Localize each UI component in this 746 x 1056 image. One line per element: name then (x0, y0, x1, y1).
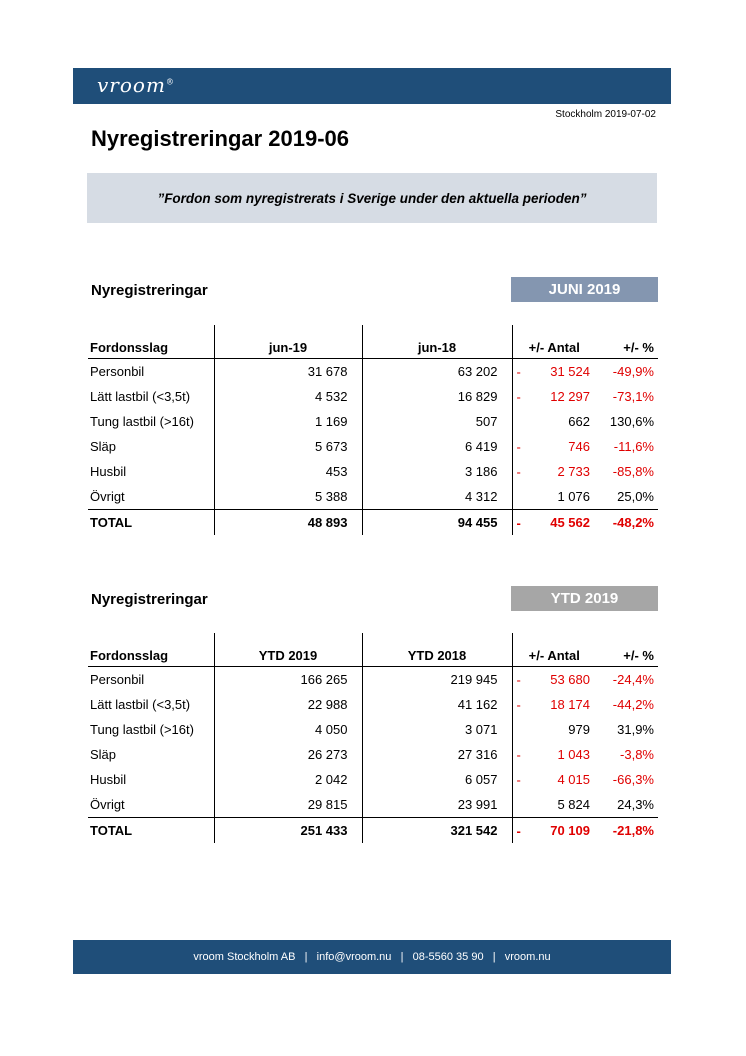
diff-amount: 2 733 (557, 464, 590, 479)
minus-sign: - (516, 439, 521, 454)
table-header-row (88, 633, 658, 667)
pct-value: -21,8% (596, 818, 658, 844)
description-box (87, 173, 657, 223)
footer-contact: vroom Stockholm AB | info@vroom.nu | 08-5560 35 90 | vroom.nu (193, 951, 551, 963)
row-label: Personbil (90, 364, 145, 379)
previous-value: 16 829 (362, 384, 512, 409)
current-value: 2 042 (214, 767, 362, 792)
diff-value (512, 384, 596, 409)
column-header: +/- % (596, 633, 658, 667)
table-body (88, 359, 658, 536)
table-row (88, 434, 658, 459)
logo-registered-mark: ® (165, 77, 175, 87)
row-label: TOTAL (88, 818, 214, 844)
report-date: Stockholm 2019-07-02 (555, 109, 656, 120)
previous-value: 219 945 (362, 667, 512, 693)
total-row (88, 510, 658, 536)
diff-value (512, 742, 596, 767)
row-label: Husbil (90, 772, 127, 787)
pct-value: -73,1% (612, 389, 654, 404)
current-value: 453 (214, 459, 362, 484)
column-header: +/- Antal (512, 633, 596, 667)
pct-value: 130,6% (609, 414, 654, 429)
row-label: Personbil (90, 672, 145, 687)
diff-amount: 979 (568, 722, 590, 737)
table-row (88, 767, 658, 792)
diff-value (512, 434, 596, 459)
previous-value: 94 455 (362, 510, 512, 536)
diff-value (512, 409, 596, 434)
footer-bar (73, 940, 671, 974)
pct-value: 25,0% (617, 489, 654, 504)
previous-value: 4 312 (362, 484, 512, 510)
column-header: YTD 2019 (214, 633, 362, 667)
diff-value (512, 818, 596, 844)
table-body (88, 667, 658, 844)
diff-amount: 45 562 (550, 515, 590, 530)
diff-value (512, 792, 596, 818)
diff-value (512, 510, 596, 536)
minus-sign: - (516, 389, 521, 404)
table-row (88, 792, 658, 818)
diff-amount: 12 297 (550, 389, 590, 404)
diff-amount: 18 174 (550, 697, 590, 712)
diff-value (512, 459, 596, 484)
pct-value: 31,9% (617, 722, 654, 737)
current-value: 5 673 (214, 434, 362, 459)
row-label: Lätt lastbil (<3,5t) (90, 697, 191, 712)
diff-amount: 662 (568, 414, 590, 429)
pct-value: -49,9% (612, 364, 654, 379)
row-label: Tung lastbil (>16t) (90, 414, 194, 429)
diff-value (512, 717, 596, 742)
previous-value: 3 071 (362, 717, 512, 742)
previous-value: 23 991 (362, 792, 512, 818)
table-row (88, 384, 658, 409)
logo-text: vroom (97, 73, 166, 97)
pct-value: -3,8% (620, 747, 654, 762)
pct-value: -44,2% (612, 697, 654, 712)
previous-value: 507 (362, 409, 512, 434)
previous-value: 41 162 (362, 692, 512, 717)
previous-value: 321 542 (362, 818, 512, 844)
pct-value: -11,6% (613, 439, 654, 454)
diff-amount: 746 (568, 439, 590, 454)
column-header: Fordonsslag (88, 633, 214, 667)
month-table (88, 325, 658, 535)
total-row (88, 818, 658, 844)
pct-value: -24,4% (612, 672, 654, 687)
previous-value: 27 316 (362, 742, 512, 767)
row-label: Släp (90, 747, 117, 762)
table-row (88, 717, 658, 742)
table-row (88, 692, 658, 717)
minus-sign: - (516, 464, 521, 479)
column-header: +/- % (596, 325, 658, 359)
pct-value: -85,8% (612, 464, 654, 479)
minus-sign: - (516, 697, 521, 712)
current-value: 31 678 (214, 359, 362, 385)
table-row (88, 409, 658, 434)
minus-sign: - (516, 823, 521, 838)
current-value: 5 388 (214, 484, 362, 510)
row-label: TOTAL (88, 510, 214, 536)
table-row (88, 667, 658, 693)
row-label: Lätt lastbil (<3,5t) (90, 389, 191, 404)
description-quote: ”Fordon som nyregistrerats i Sverige under den aktuella perioden” (157, 190, 587, 206)
section-title-ytd: Nyregistreringar (91, 591, 208, 608)
table-header-row (88, 325, 658, 359)
column-header: Fordonsslag (88, 325, 214, 359)
diff-value (512, 359, 596, 385)
header-bar (73, 68, 671, 104)
row-label: Tung lastbil (>16t) (90, 722, 194, 737)
diff-amount: 70 109 (550, 823, 590, 838)
current-value: 4 532 (214, 384, 362, 409)
current-value: 22 988 (214, 692, 362, 717)
table-row (88, 359, 658, 385)
previous-value: 3 186 (362, 459, 512, 484)
current-value: 26 273 (214, 742, 362, 767)
vroom-logo (97, 73, 175, 97)
current-value: 166 265 (214, 667, 362, 693)
current-value: 29 815 (214, 792, 362, 818)
section-title-month: Nyregistreringar (91, 282, 208, 299)
previous-value: 6 057 (362, 767, 512, 792)
row-label: Husbil (90, 464, 127, 479)
table-row (88, 742, 658, 767)
diff-amount: 5 824 (557, 797, 590, 812)
diff-amount: 1 076 (557, 489, 590, 504)
diff-amount: 31 524 (550, 364, 590, 379)
minus-sign: - (516, 364, 521, 379)
diff-amount: 1 043 (557, 747, 590, 762)
current-value: 251 433 (214, 818, 362, 844)
period-badge-month: JUNI 2019 (511, 277, 658, 302)
pct-value: -66,3% (612, 772, 654, 787)
row-label: Övrigt (90, 797, 125, 812)
pct-value: 24,3% (617, 797, 654, 812)
minus-sign: - (516, 772, 521, 787)
period-badge-ytd: YTD 2019 (511, 586, 658, 611)
minus-sign: - (516, 672, 521, 687)
diff-value (512, 484, 596, 510)
diff-amount: 53 680 (550, 672, 590, 687)
row-label: Övrigt (90, 489, 125, 504)
ytd-table (88, 633, 658, 843)
pct-value: -48,2% (596, 510, 658, 536)
minus-sign: - (516, 747, 521, 762)
diff-value (512, 692, 596, 717)
diff-value (512, 667, 596, 693)
current-value: 48 893 (214, 510, 362, 536)
diff-value (512, 767, 596, 792)
table-row (88, 484, 658, 510)
column-header: jun-19 (214, 325, 362, 359)
column-header: YTD 2018 (362, 633, 512, 667)
previous-value: 6 419 (362, 434, 512, 459)
column-header: jun-18 (362, 325, 512, 359)
current-value: 4 050 (214, 717, 362, 742)
column-header: +/- Antal (512, 325, 596, 359)
minus-sign: - (516, 515, 521, 530)
current-value: 1 169 (214, 409, 362, 434)
diff-amount: 4 015 (557, 772, 590, 787)
previous-value: 63 202 (362, 359, 512, 385)
page-title: Nyregistreringar 2019-06 (91, 126, 350, 151)
row-label: Släp (90, 439, 117, 454)
table-row (88, 459, 658, 484)
